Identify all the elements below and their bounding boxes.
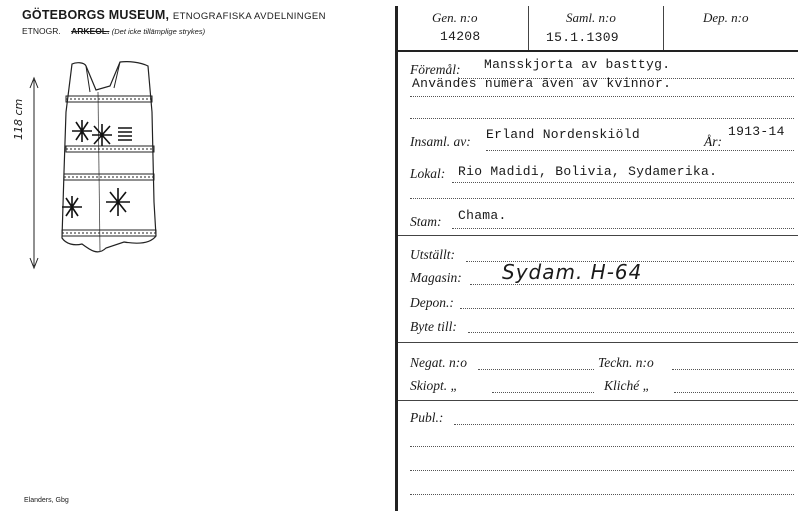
insaml-label: Insaml. av: [410,134,471,149]
shirt-sketch [14,52,174,282]
saml-value: 15.1.1309 [546,30,619,45]
comb-motif-icon [118,128,132,140]
gen-label: Gen. n:o [432,10,478,25]
lokal-label: Lokal: [410,166,446,181]
dep-label: Dep. n:o [703,10,749,25]
skiopt-label: Skiopt. „ [410,378,459,393]
insaml-value: Erland Nordenskiöld [486,127,640,142]
utstallt-label: Utställt: [410,247,456,262]
star-motif-icon [72,120,92,142]
magasin-label: Magasin: [410,270,462,285]
teckn-label: Teckn. n:o [598,355,654,370]
publ-label: Publ.: [410,410,444,425]
measure-label: 118 cm [12,98,25,140]
struck-arkeol-label: ARKEOL. [71,26,110,36]
foremal-line2: Användes numera även av kvinnor. [412,76,672,91]
foremal-label: Föremål: [410,62,461,77]
foremal-line1: Mansskjorta av basttyg. [484,57,671,72]
etnogr-label: ETNOGR. [22,26,61,36]
star-motif-icon [106,188,130,216]
lokal-value: Rio Madidi, Bolivia, Sydamerika. [458,164,718,179]
negat-label: Negat. n:o [410,355,467,370]
saml-label: Saml. n:o [566,10,616,25]
ar-label: År: [704,134,722,149]
category-line [22,26,205,36]
shirt-outline [62,62,156,252]
stam-label: Stam: [410,214,442,229]
byte-label: Byte till: [410,319,457,334]
depon-label: Depon.: [410,295,454,310]
card-border [395,6,398,511]
magasin-value: Sydam. H-64 [502,260,643,284]
kliche-label: Kliché „ [604,378,651,393]
strike-note: (Det icke tillämplige strykes) [111,27,206,36]
printer-imprint: Elanders, Gbg [24,497,69,504]
ar-value: 1913-14 [728,124,785,139]
gen-value: 14208 [440,29,481,44]
department-name: ETNOGRAFISKA AVDELNINGEN [172,11,326,22]
museum-title [22,8,326,22]
woven-band [62,230,156,236]
star-motif-icon [62,196,82,218]
stam-value: Chama. [458,208,507,223]
star-motif-icon [92,124,112,146]
museum-name: GÖTEBORGS MUSEUM, [22,8,170,22]
